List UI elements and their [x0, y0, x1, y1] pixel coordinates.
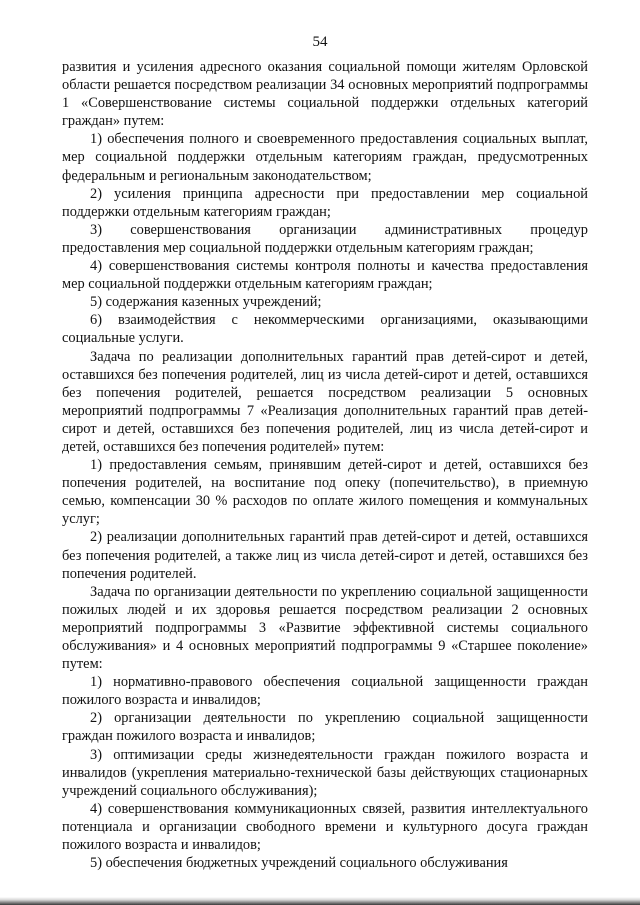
scan-bottom-edge — [0, 897, 640, 905]
paragraph-14: 3) оптимизации среды жизнедеятельности граждан пожилого возраста и инвалидов (укрепления материально-технической базы действующих стационарных учреждений социального обслуживания); — [62, 746, 588, 799]
paragraph-2: 1) обеспечения полного и своевременного предоставления социальных выплат, мер социальной поддержки отдельным категориям граждан, предусмотренных федеральным и региональным законодательством; — [62, 131, 588, 184]
paragraph-10: 2) реализации дополнительных гарантий прав детей-сирот и детей, оставшихся без попечения родителей, а также лиц из числа детей-сирот и детей, оставшихся без попечения родителей. — [62, 529, 588, 582]
paragraph-7: 6) взаимодействия с некоммерческими организациями, оказывающими социальные услуги. — [62, 312, 588, 347]
paragraph-6: 5) содержания казенных учреждений; — [90, 294, 322, 311]
paragraph-1: развития и усиления адресного оказания социальной помощи жителям Орловской области решается посредством реализации 34 основных мероприятий подпрограммы 1 «Совершенствование системы социальной поддержки отдельных категорий граждан» путем: — [62, 59, 588, 130]
page-number: 54 — [312, 34, 328, 50]
paragraph-3: 2) усиления принципа адресности при предоставлении мер социальной поддержки отдельным категориям граждан; — [62, 185, 588, 220]
paragraph-4: 3) совершенствования организации административных процедур предоставления мер социальной поддержки отдельным категориям граждан; — [62, 221, 588, 256]
paragraph-9: 1) предоставления семьям, принявшим детей-сирот и детей, оставшихся без попечения родителей, на воспитание под опеку (попечительство), в приемную семью, компенсации 30 % расходов по оплате жилого помещения и коммунальных услуг; — [62, 457, 588, 528]
document-body — [62, 58, 588, 872]
paragraph-8: Задача по реализации дополнительных гарантий прав детей-сирот и детей, оставшихся без попечения родителей, лиц из числа детей-сирот и детей, оставшихся без попечения родителей, решается посредством реализации 5 основных мероприятий подпрограммы 7 «Реализация дополнительных гарантий прав детей-сирот и детей, оставшихся без попечения родителей, лиц из числа детей-сирот и детей, оставшихся без попечения родителей» путем: — [62, 348, 588, 455]
paragraph-13: 2) организации деятельности по укреплению социальной защищенности граждан пожилого возраста и инвалидов; — [62, 710, 588, 745]
paragraph-15: 4) совершенствования коммуникационных связей, развития интеллектуального потенциала и организации свободного времени и культурного досуга граждан пожилого возраста и инвалидов; — [62, 800, 588, 854]
paragraph-11: Задача по организации деятельности по укреплению социальной защищенности пожилых людей и их здоровья решается посредством реализации 2 основных мероприятий подпрограммы 3 «Развитие эффективной системы социального обслуживания» и 4 основных мероприятий подпрограммы 9 «Старшее поколение» путем: — [62, 583, 588, 673]
paragraph-16: 5) обеспечения бюджетных учреждений социального обслуживания — [90, 855, 508, 872]
paragraph-5: 4) совершенствования системы контроля полноты и качества предоставления мер социальной поддержки отдельным категориям граждан; — [62, 258, 588, 293]
paragraph-12: 1) нормативно-правового обеспечения социальной защищенности граждан пожилого возраста и инвалидов; — [62, 674, 588, 709]
